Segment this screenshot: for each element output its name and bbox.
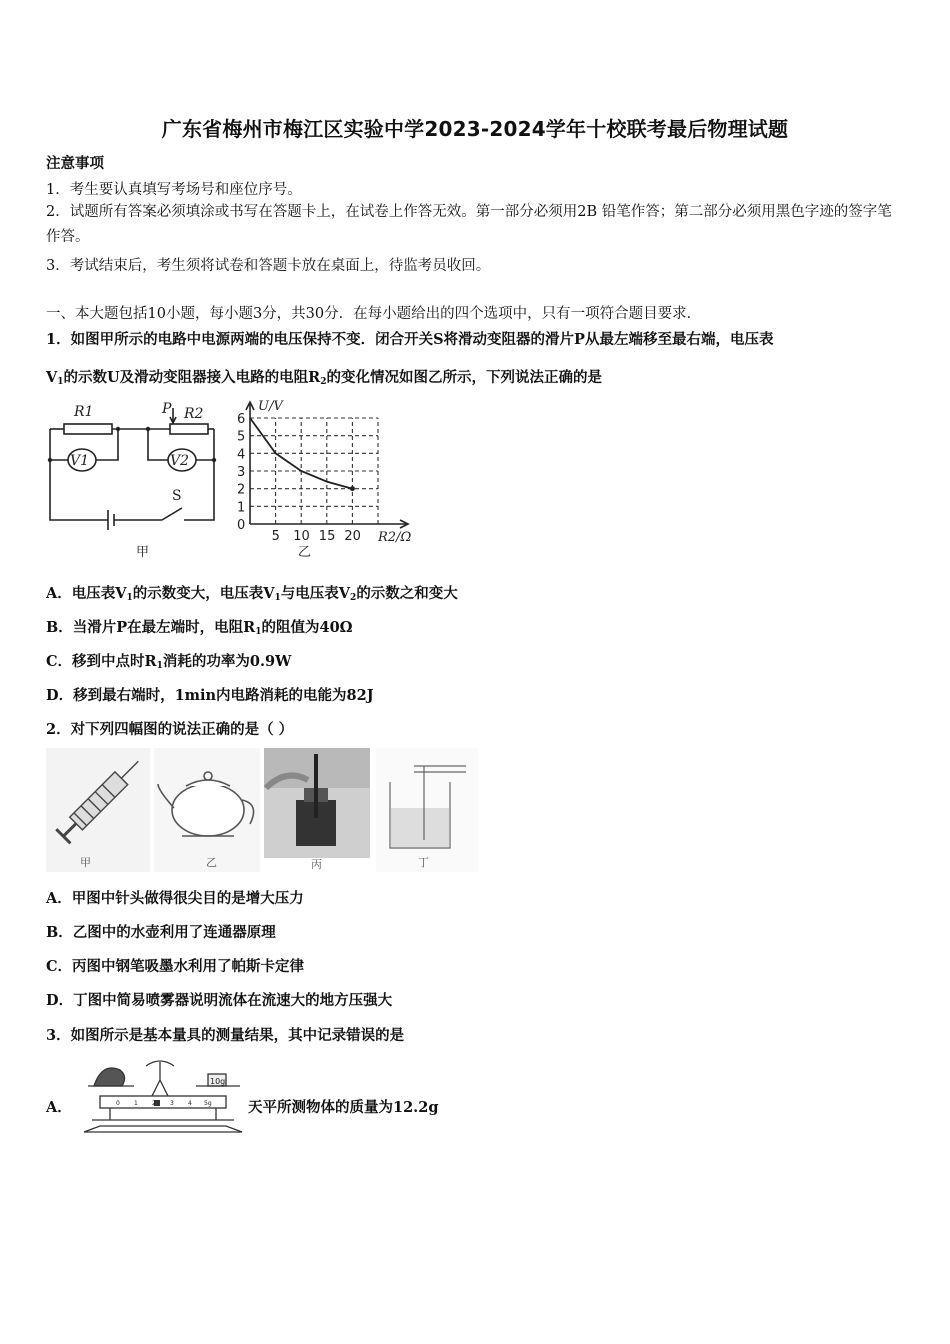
q1-option-a: A．电压表$V_1$的示数变大，电压表$V_1$与电压表$V_2$的示数之和变大 [46,585,458,603]
u-r2-graph [228,396,428,566]
junction-dot [146,427,150,431]
sprayer-picture [376,748,478,872]
scale-label: 4 [188,1100,192,1107]
object-on-pan [94,1068,125,1086]
y-axis-label: U/V [258,399,283,414]
page-title: 广东省梅州市梅江区实验中学2023-2024学年十校联考最后物理试题 [161,117,789,141]
scale-label: 0 [116,1100,120,1107]
y-tick-label: 2 [237,482,246,498]
notice-item-3: 3．考试结束后，考生须将试卷和答题卡放在桌面上，待监考员收回。 [46,258,491,274]
graph-caption: 乙 [298,545,312,560]
q1-option-c: C．移到中点时$R_1$消耗的功率为0.9W [46,653,292,671]
scale-label: 3 [170,1100,174,1107]
junction-dot [48,458,52,462]
scale-label: 5g [204,1100,212,1107]
q3-stem: 3．如图所示是基本量具的测量结果，其中记录错误的是 [46,1027,405,1044]
data-point [350,486,355,491]
label-v2: V2 [170,453,190,469]
q2-option-a: A．甲图中针头做得很尖目的是增大压力 [46,890,304,907]
notice-heading: 注意事项 [46,155,104,172]
q2-option-c: C．丙图中钢笔吸墨水利用了帕斯卡定律 [46,958,305,975]
q2-option-d: D．丁图中简易喷雾器说明流体在流速大的地方压强大 [46,992,393,1009]
q1-stem-line1: 1．如图甲所示的电路中电源两端的电压保持不变．闭合开关S将滑动变阻器的滑片P从最左端移至最右端，电压表 [46,331,774,348]
label-s: S [172,488,182,504]
caption-bing: 丙 [311,858,322,871]
q1-option-b: B．当滑片P在最左端时，电阻$R_1$的阻值为40Ω [46,619,353,637]
scale-label: 1 [134,1100,138,1107]
q3-option-a-label: A． [46,1099,72,1116]
y-tick-label: 4 [237,447,246,463]
label-r2: R2 [184,406,204,422]
caption-ding: 丁 [418,856,429,869]
syringe-picture [46,748,150,872]
circuit-caption: 甲 [136,545,150,560]
pen-ink-picture [264,748,370,871]
section-heading: 一、本大题包括10小题，每小题3分，共30分．在每小题给出的四个选项中，只有一项符合题目要求． [46,306,702,322]
x-tick-label: 15 [318,529,336,544]
q1-stem-line2: $V_1$的示数U及滑动变阻器接入电路的电阻$R_2$的变化情况如图乙所示，下列说法正确的是 [46,369,602,387]
y-tick-label: 0 [237,518,246,533]
scale-label: 2 [152,1100,156,1107]
teapot-picture [154,748,260,872]
caption-jia: 甲 [80,856,91,869]
notice-item-1: 1．考生要认真填写考场号和座位序号。 [46,182,302,198]
q2-pictures [46,748,478,872]
circuit-diagram [44,396,230,566]
x-tick-label: 5 [271,529,280,544]
q2-option-b: B．乙图中的水壶利用了连通器原理 [46,924,276,941]
label-p: P [162,401,172,417]
x-tick-label: 10 [293,529,310,544]
caption-yi: 乙 [206,856,217,869]
q3-option-a-text: 天平所测物体的质量为12.2g [248,1099,439,1116]
weight-label: 10g [210,1077,226,1086]
balance-scale-picture [80,1056,246,1142]
x-tick-label: 20 [344,529,361,544]
y-tick-label: 5 [237,429,246,445]
label-r1: R1 [74,404,94,420]
x-axis-label: R2/Ω [378,530,412,545]
y-tick-label: 6 [237,412,246,427]
junction-dot [212,458,216,462]
q2-stem: 2．对下列四幅图的说法正确的是（ ） [46,721,294,738]
y-tick-label: 1 [237,500,246,516]
q1-option-d: D．移到最右端时，1min内电路消耗的电能为82J [46,687,374,704]
label-v1: V1 [70,453,90,469]
y-tick-label: 3 [237,465,246,480]
notice-item-2: 2．试题所有答案必须填涂或书写在答题卡上，在试卷上作答无效。第一部分必须用2B 铅笔作答；第二部分必须用黑色字迹的签字笔作答。 [46,204,892,245]
junction-dot [116,427,120,431]
